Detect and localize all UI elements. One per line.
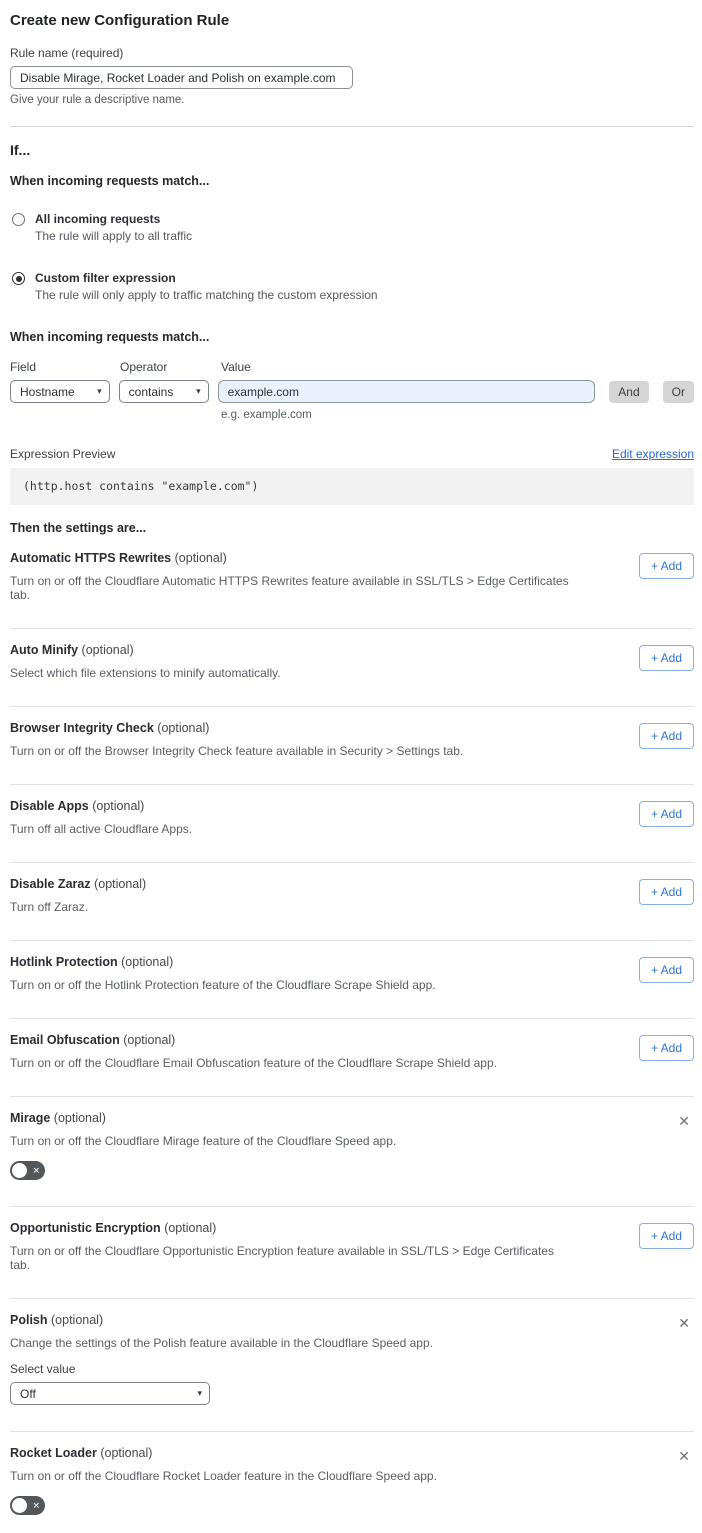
if-heading: If... <box>10 142 31 158</box>
setting-title-line <box>10 643 281 657</box>
setting-title-line <box>10 1221 570 1235</box>
setting-texts <box>10 643 281 680</box>
setting-description: Turn on or off the Browser Integrity Check feature available in Security > Settings tab. <box>10 744 464 758</box>
field-select-value: Hostname <box>20 384 75 399</box>
radio-option[interactable] <box>10 212 694 243</box>
expression-preview-header <box>10 447 694 461</box>
page-title: Create new Configuration Rule <box>10 12 230 29</box>
setting-row <box>10 785 694 863</box>
setting-title-line <box>10 1033 497 1047</box>
setting-optional-label: (optional) <box>174 551 227 565</box>
setting-optional-label: (optional) <box>157 721 210 735</box>
add-button[interactable]: + Add <box>639 879 694 905</box>
settings-list <box>10 537 694 1533</box>
setting-title: Automatic HTTPS Rewrites <box>10 551 172 565</box>
field-column-label: Field <box>10 360 37 374</box>
setting-select-block <box>10 1362 694 1405</box>
toggle-knob <box>12 1498 27 1513</box>
setting-description: Turn on or off the Cloudflare Mirage feature of the Cloudflare Speed app. <box>10 1134 397 1148</box>
value-input[interactable] <box>218 380 596 403</box>
setting-description: Turn on or off the Cloudflare Rocket Loader feature in the Cloudflare Speed app. <box>10 1469 437 1483</box>
rule-name-helper: Give your rule a descriptive name. <box>10 94 185 106</box>
setting-title-line <box>10 877 146 891</box>
radio-texts <box>33 212 192 243</box>
setting-title: Disable Zaraz <box>10 877 91 891</box>
section-divider <box>10 126 694 127</box>
setting-title: Hotlink Protection <box>10 955 118 969</box>
setting-description: Turn off all active Cloudflare Apps. <box>10 822 193 836</box>
radio-option-label: All incoming requests <box>35 212 161 226</box>
rule-name-input[interactable] <box>10 66 353 89</box>
setting-row-header <box>10 551 694 602</box>
setting-row-header <box>10 643 694 680</box>
add-button[interactable]: + Add <box>639 723 694 749</box>
add-button[interactable]: + Add <box>639 957 694 983</box>
setting-optional-label: (optional) <box>121 955 174 969</box>
setting-title-line <box>10 955 436 969</box>
setting-row-header <box>10 799 694 836</box>
setting-texts <box>10 1033 497 1070</box>
setting-row <box>10 707 694 785</box>
setting-texts <box>10 551 570 602</box>
rule-name-label: Rule name (required) <box>10 46 124 60</box>
setting-description: Turn on or off the Hotlink Protection feature of the Cloudflare Scrape Shield app. <box>10 978 436 992</box>
setting-optional-label: (optional) <box>164 1221 217 1235</box>
setting-texts <box>10 1221 570 1272</box>
setting-title-line <box>10 1446 437 1460</box>
chevron-down-icon: ▾ <box>196 385 201 396</box>
setting-toggle[interactable] <box>10 1496 45 1515</box>
incoming-requests-match-heading: When incoming requests match... <box>10 174 210 188</box>
setting-row <box>10 537 694 629</box>
setting-row-header <box>10 1111 694 1148</box>
setting-optional-label: (optional) <box>92 799 145 813</box>
value-column-label: Value <box>221 360 251 374</box>
setting-texts <box>10 799 192 836</box>
setting-row <box>10 629 694 707</box>
chevron-down-icon: ▾ <box>197 1387 202 1398</box>
radio-option-description: The rule will apply to all traffic <box>35 229 193 243</box>
field-select[interactable] <box>10 380 110 403</box>
setting-texts <box>10 1446 437 1483</box>
select-value-label: Select value <box>10 1362 76 1376</box>
setting-row <box>10 1019 694 1097</box>
radio-option-label: Custom filter expression <box>35 271 176 285</box>
operator-select-value: contains <box>128 384 174 399</box>
builder-column-labels <box>10 360 694 374</box>
add-button[interactable]: + Add <box>639 553 694 579</box>
filter-builder <box>10 330 694 421</box>
radio-button[interactable] <box>12 272 25 285</box>
setting-title-line <box>10 1313 433 1327</box>
setting-toggle[interactable] <box>10 1161 45 1180</box>
radio-option-description: The rule will only apply to traffic matching the custom expression <box>35 288 378 302</box>
radio-option[interactable] <box>10 271 694 302</box>
remove-setting-icon[interactable]: ✕ <box>678 1113 690 1129</box>
setting-title-line <box>10 551 570 565</box>
setting-title-line <box>10 1111 396 1125</box>
setting-texts <box>10 1111 396 1148</box>
operator-select[interactable] <box>119 380 209 403</box>
setting-optional-label: (optional) <box>81 643 134 657</box>
setting-row-header <box>10 877 694 914</box>
expression-preview-label: Expression Preview <box>10 447 116 461</box>
setting-row-header <box>10 1221 694 1272</box>
setting-title-line <box>10 721 463 735</box>
edit-expression-link[interactable]: Edit expression <box>611 447 694 461</box>
operator-column-label: Operator <box>120 360 168 374</box>
setting-row-header <box>10 1313 694 1350</box>
setting-title: Email Obfuscation <box>10 1033 120 1047</box>
setting-title: Browser Integrity Check <box>10 721 154 735</box>
setting-texts <box>10 877 146 914</box>
or-button[interactable]: Or <box>663 381 694 403</box>
setting-description: Change the settings of the Polish feature available in the Cloudflare Speed app. <box>10 1336 433 1350</box>
add-button[interactable]: + Add <box>639 801 694 827</box>
setting-optional-label: (optional) <box>53 1111 106 1125</box>
setting-row <box>10 1299 694 1432</box>
setting-row <box>10 1097 694 1207</box>
add-button[interactable]: + Add <box>639 1223 694 1249</box>
remove-setting-icon[interactable]: ✕ <box>678 1315 690 1331</box>
setting-row <box>10 941 694 1019</box>
radio-group <box>10 212 694 302</box>
toggle-off-x-icon: ✕ <box>32 1165 40 1175</box>
setting-row <box>10 1207 694 1299</box>
and-button[interactable]: And <box>609 381 648 403</box>
setting-title: Opportunistic Encryption <box>10 1221 161 1235</box>
expression-preview-box: (http.host contains "example.com") <box>10 468 694 505</box>
value-helper: e.g. example.com <box>221 409 312 421</box>
setting-title: Auto Minify <box>10 643 79 657</box>
setting-texts <box>10 1313 433 1350</box>
setting-optional-label: (optional) <box>123 1033 176 1047</box>
setting-title: Disable Apps <box>10 799 89 813</box>
setting-row <box>10 863 694 941</box>
setting-texts <box>10 955 436 992</box>
chevron-down-icon: ▾ <box>97 385 102 396</box>
builder-heading: When incoming requests match... <box>10 330 210 344</box>
setting-select-value: Off <box>20 1386 36 1401</box>
setting-row-header <box>10 1033 694 1070</box>
setting-description: Select which file extensions to minify automatically. <box>10 666 281 680</box>
setting-texts <box>10 721 463 758</box>
setting-optional-label: (optional) <box>51 1313 104 1327</box>
setting-description: Turn on or off the Cloudflare Opportunistic Encryption feature available in SSL/TLS > Edge Certificates tab. <box>10 1244 554 1272</box>
setting-description: Turn on or off the Cloudflare Email Obfuscation feature of the Cloudflare Scrape Shield app. <box>10 1056 497 1070</box>
setting-row-header <box>10 1446 694 1483</box>
setting-title: Mirage <box>10 1111 51 1125</box>
setting-row-header <box>10 955 694 992</box>
setting-title-line <box>10 799 192 813</box>
radio-texts <box>33 271 378 302</box>
toggle-knob <box>12 1163 27 1178</box>
setting-optional-label: (optional) <box>94 877 147 891</box>
add-button[interactable]: + Add <box>639 1035 694 1061</box>
then-settings-heading: Then the settings are... <box>10 521 147 535</box>
setting-title: Rocket Loader <box>10 1446 97 1460</box>
radio-button[interactable] <box>12 213 25 226</box>
setting-select[interactable] <box>10 1382 210 1405</box>
setting-optional-label: (optional) <box>100 1446 153 1460</box>
setting-row <box>10 1432 694 1533</box>
remove-setting-icon[interactable]: ✕ <box>678 1448 690 1464</box>
setting-title: Polish <box>10 1313 48 1327</box>
setting-description: Turn on or off the Cloudflare Automatic HTTPS Rewrites feature available in SSL/TLS > Edge Certificates tab. <box>10 574 569 602</box>
toggle-off-x-icon: ✕ <box>32 1500 40 1510</box>
setting-row-header <box>10 721 694 758</box>
rule-name-block <box>10 46 694 106</box>
setting-description: Turn off Zaraz. <box>10 900 89 914</box>
add-button[interactable]: + Add <box>639 645 694 671</box>
builder-row <box>10 380 694 403</box>
